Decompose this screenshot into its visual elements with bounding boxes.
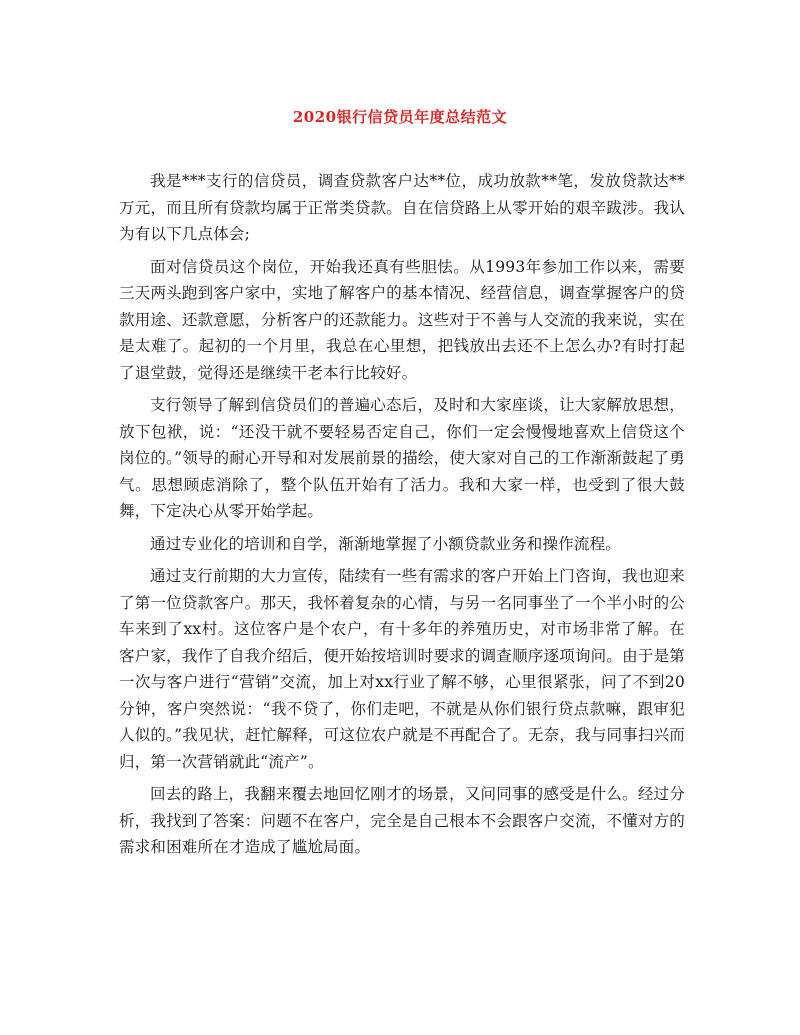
paragraph-1: 我是***支行的信贷员，调查贷款客户达**位，成功放款**笔，发放贷款达**万元，而且所有贷款均属于正常类贷款。自在信贷路上从零开始的艰辛跋涉。我认为有以下几点体会;: [119, 172, 685, 243]
paragraph-6: 回去的路上，我翻来覆去地回忆刚才的场景，又问同事的感受是什么。经过分析，我找到了答案：问题不在客户，完全是自己根本不会跟客户交流，不懂对方的需求和困难所在才造成了尴尬局面。: [119, 785, 685, 856]
document-title: 2020银行信贷员年度总结范文: [292, 108, 508, 126]
paragraph-4: 通过专业化的培训和自学，渐渐地掌握了小额贷款业务和操作流程。: [150, 534, 622, 553]
paragraph-2: 面对信贷员这个岗位，开始我还真有些胆怯。从1993年参加工作以来，需要三天两头跑到客户家中，实地了解客户的基本情况、经营信息，调查掌握客户的贷款用途、还款意愿，分析客户的还款能力。这些对于不善与人交流的我来说，实在是太难了。起初的一个月里，我总在心里想，把钱放出去还不上怎么办?有时打起了退堂鼓，觉得还是继续干老本行比较好。: [119, 257, 685, 382]
paragraph-5: 通过支行前期的大力宣传，陆续有一些有需求的客户开始上门咨询，我也迎来了第一位贷款客户。那天，我怀着复杂的心情，与另一名同事坐了一个半小时的公车来到了xx村。这位客户是个农户，有十多年的养殖历史，对市场非常了解。在客户家，我作了自我介绍后，便开始按培训时要求的调查顺序逐项询问。由于是第一次与客户进行“营销”交流，加上对xx行业了解不够，心里很紧张，问了不到20分钟，客户突然说：“我不贷了，你们走吧，不就是从你们银行贷点款嘛，跟审犯人似的。”我见状，赶忙解释，可这位农户就是不再配合了。无奈，我与同事扫兴而归，第一次营销就此“流产”。: [119, 567, 685, 771]
paragraph-3: 支行领导了解到信贷员们的普遍心态后，及时和大家座谈，让大家解放思想，放下包袱，说：“还没干就不要轻易否定自己，你们一定会慢慢地喜欢上信贷这个岗位的。”领导的耐心开导和对发展前景的描绘，使大家对自己的工作渐渐鼓起了勇气。思想顾虑消除了，整个队伍开始有了活力。我和大家一样，也受到了很大鼓舞，下定决心从零开始学起。: [119, 396, 685, 520]
document-body: [119, 168, 685, 867]
